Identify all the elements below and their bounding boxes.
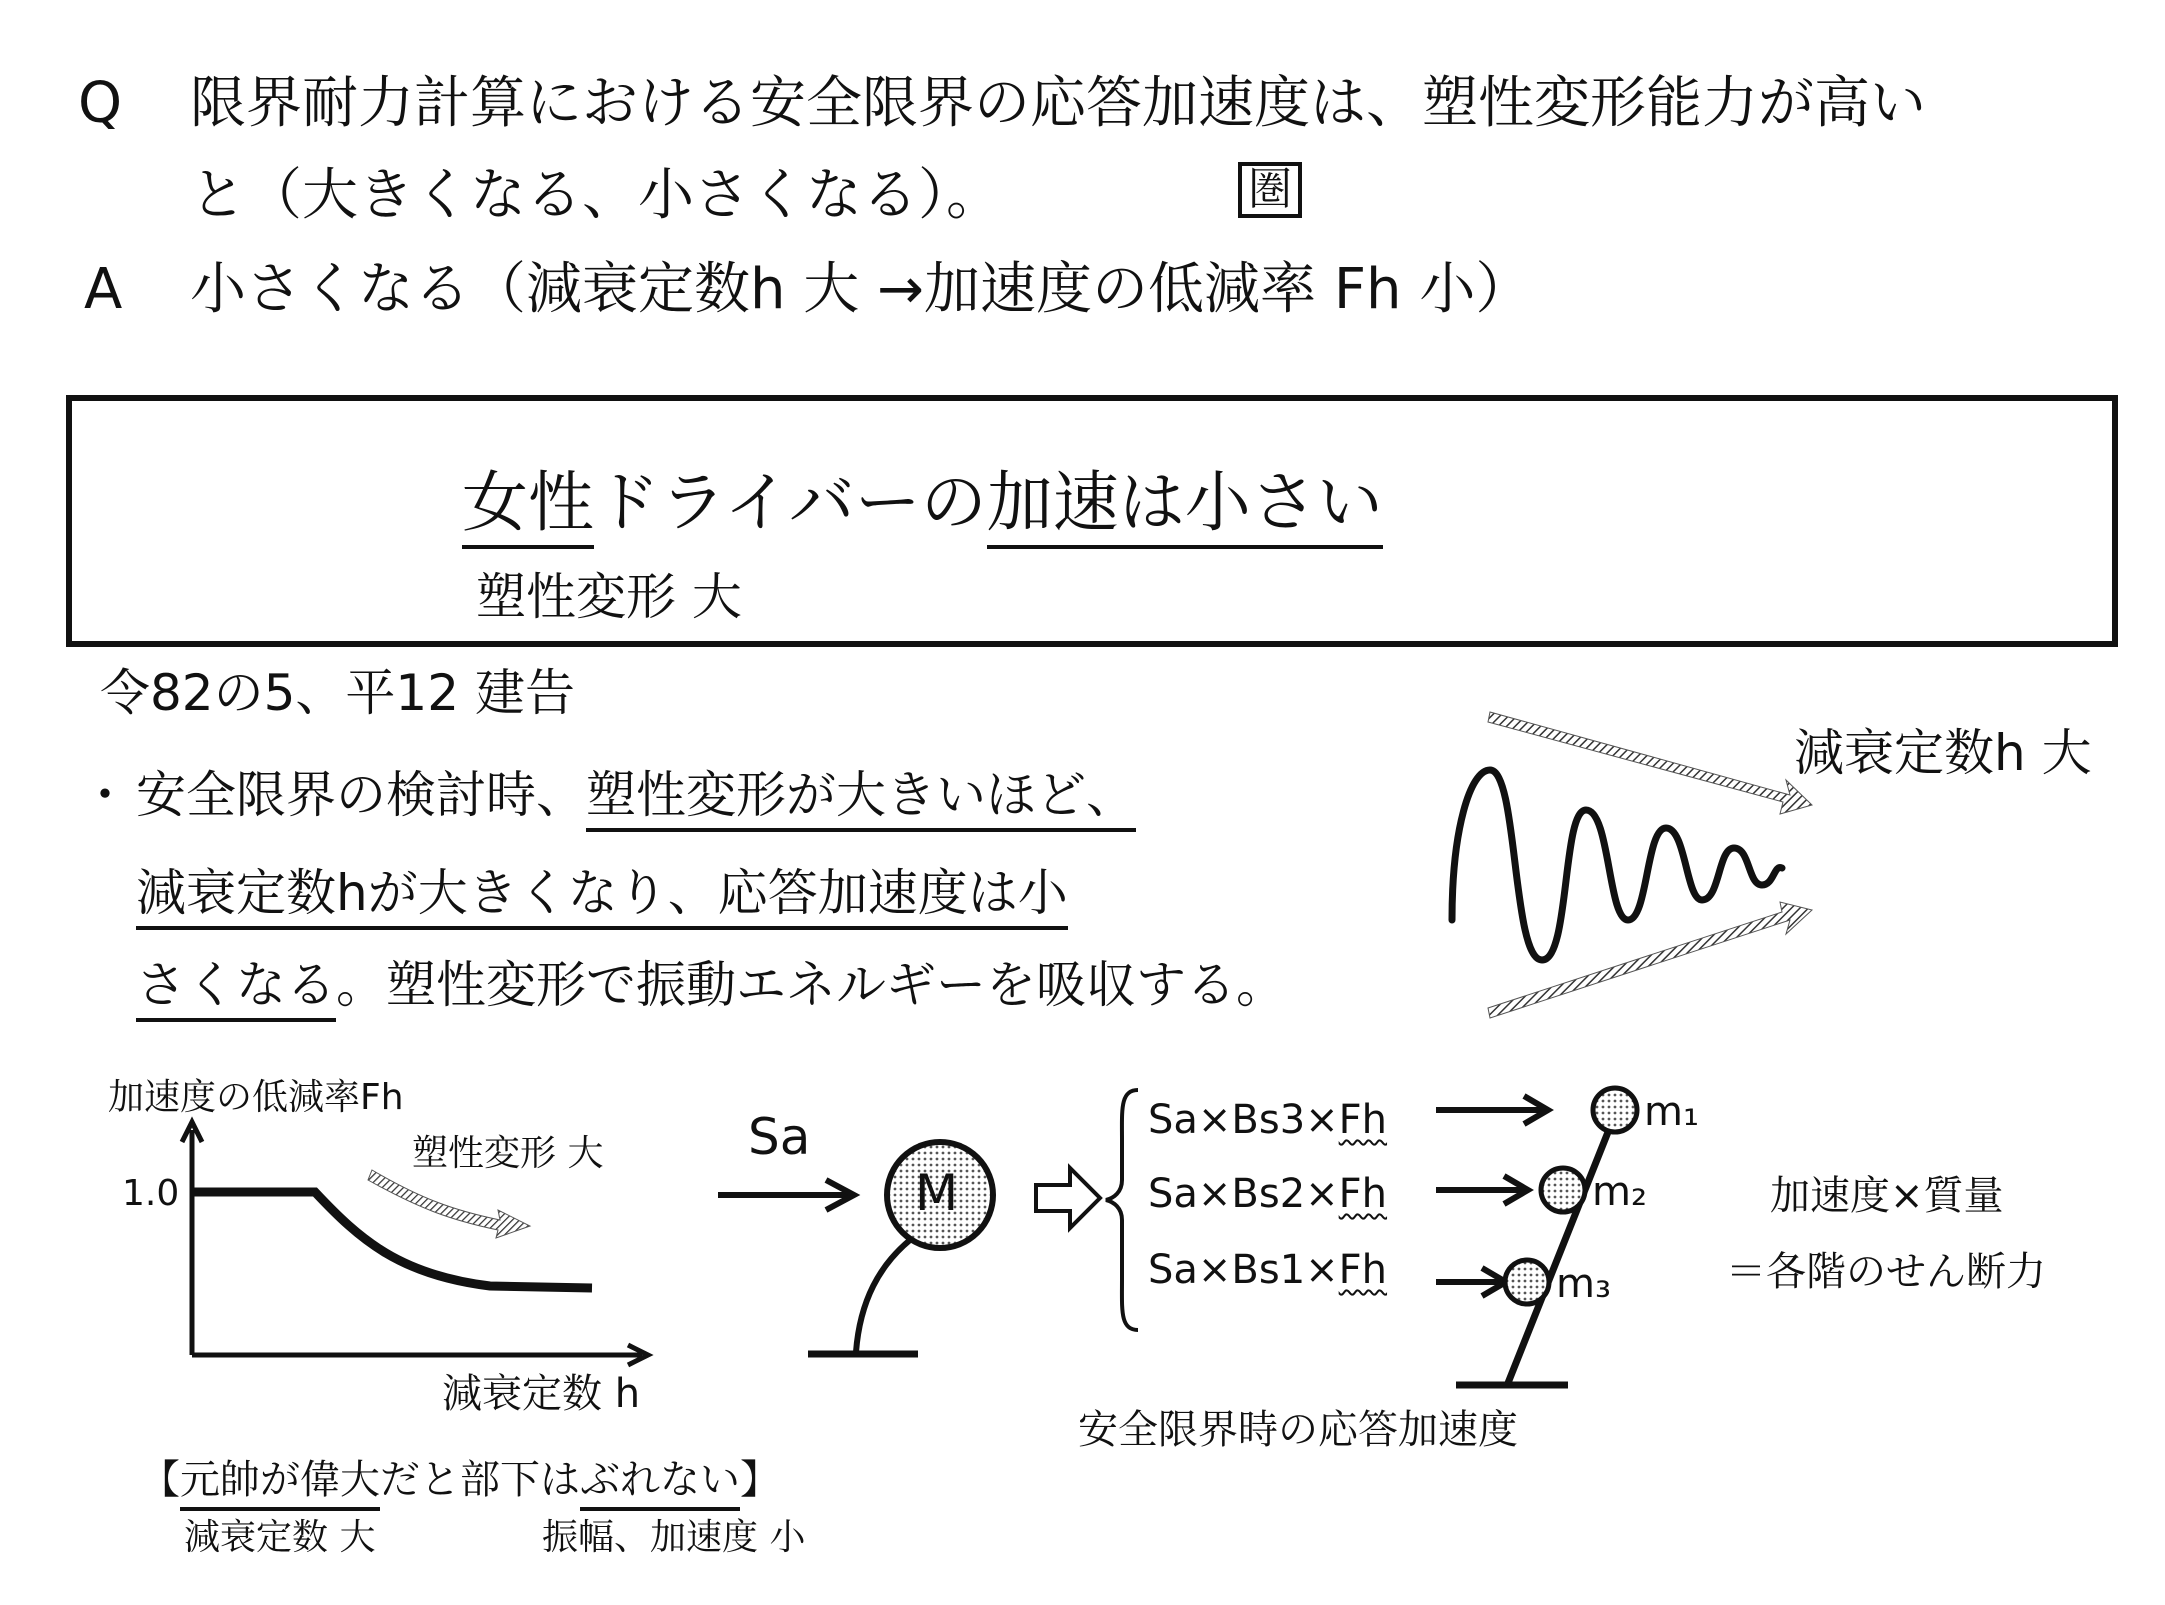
question-marker: Q	[78, 71, 123, 136]
fh-3: Fh	[1338, 1247, 1388, 1293]
structure-column	[1508, 1112, 1616, 1383]
mnemonic2-b: 偉大	[300, 1457, 380, 1511]
mass-column	[856, 1240, 910, 1352]
explanation-line-1	[136, 766, 1136, 824]
equation-row-3: Sa×Bs1×Fh	[1148, 1247, 1388, 1293]
answer-marker: A	[84, 257, 123, 322]
equation-row-2: Sa×Bs2×Fh	[1148, 1171, 1388, 1217]
explanation-3a: さくなる	[136, 956, 336, 1022]
mnemonic2-line: 【元帥が偉大だと部下はぶれない】	[140, 1460, 780, 1500]
graph-xlabel: 減衰定数 h	[442, 1371, 641, 1417]
mnemonic-line	[462, 464, 1383, 541]
answer-text: 小さくなる（減衰定数h 大 →加速度の低減率 Fh 小）	[190, 257, 1532, 322]
graph-ylabel: 加速度の低減率Fh	[108, 1077, 404, 1118]
mnemonic-sub: 塑性変形 大	[476, 568, 742, 626]
graph-ytick: 1.0	[122, 1173, 180, 1214]
mnemonic2-sub-left: 減衰定数 大	[184, 1517, 376, 1558]
implies-arrow-and-brace	[1030, 1080, 1150, 1340]
explanation-3b: 。塑性変形で振動エネルギーを吸収する。	[336, 956, 1286, 1014]
mass-1-label: m₁	[1644, 1089, 1699, 1135]
bullet: ・	[80, 766, 130, 824]
fh-2: Fh	[1338, 1171, 1388, 1217]
mass-2-label: m₂	[1592, 1169, 1647, 1215]
result-line-1: 加速度×質量	[1770, 1173, 2004, 1219]
result-line-2: ＝各階のせん断力	[1726, 1249, 2046, 1295]
question-line-2: と（大きくなる、小さくなる）。	[190, 163, 1002, 228]
mnemonic-part-3: 加速	[987, 464, 1119, 549]
mnemonic2-a: 元帥が	[180, 1457, 300, 1511]
mnemonic2-sub-right: 振幅、加速度 小	[542, 1517, 806, 1558]
graph-note: 塑性変形 大	[412, 1133, 604, 1174]
mass-1	[1593, 1088, 1637, 1132]
mass-3-label: m₃	[1556, 1261, 1611, 1307]
mnemonic2-d: ぶれない	[580, 1457, 740, 1511]
mass-3	[1505, 1260, 1549, 1304]
reduction-graph	[100, 1077, 680, 1410]
single-mass-figure	[700, 1120, 1040, 1380]
mass-2	[1541, 1168, 1585, 1212]
implies-arrow	[1036, 1168, 1100, 1228]
mnemonic-part-2: ドライバーの	[594, 464, 987, 541]
explanation-2d: は小	[968, 864, 1068, 930]
explanation-1a: 安全限界の検討時、	[136, 766, 586, 824]
question-line-1: 限界耐力計算における安全限界の応答加速度は、塑性変形能力が高い	[190, 71, 1926, 136]
reference: 令82の5、平12 建告	[100, 664, 575, 722]
explanation-line-2	[136, 864, 1068, 922]
explanation-2a: 減衰定数h	[136, 864, 368, 930]
force-label: Sa	[748, 1108, 811, 1166]
decay-arrow-top	[1488, 712, 1812, 814]
left-brace	[1106, 1090, 1138, 1330]
explanation-2c: 応答加速度	[718, 864, 968, 930]
explanation-2b: が大きくなり、	[368, 864, 718, 930]
explanation-line-3	[136, 956, 1286, 1014]
mass-symbol: M	[915, 1164, 959, 1222]
equations-caption: 安全限界時の応答加速度	[1078, 1407, 1518, 1453]
mnemonic-part-4: は小さい	[1119, 464, 1383, 549]
answer-stamp: 圏	[1238, 162, 1302, 218]
reduction-curve	[192, 1192, 592, 1288]
equation-row-1: Sa×Bs3×Fh	[1148, 1097, 1388, 1143]
plastic-arrow	[368, 1170, 530, 1238]
fh-1: Fh	[1338, 1097, 1388, 1143]
damping-label: 減衰定数h 大	[1794, 724, 2092, 782]
mnemonic-part-1: 女性	[462, 464, 594, 549]
explanation-1b: 塑性変形が大きいほど、	[586, 766, 1136, 832]
mnemonic2-c: だと部下は	[380, 1457, 580, 1503]
